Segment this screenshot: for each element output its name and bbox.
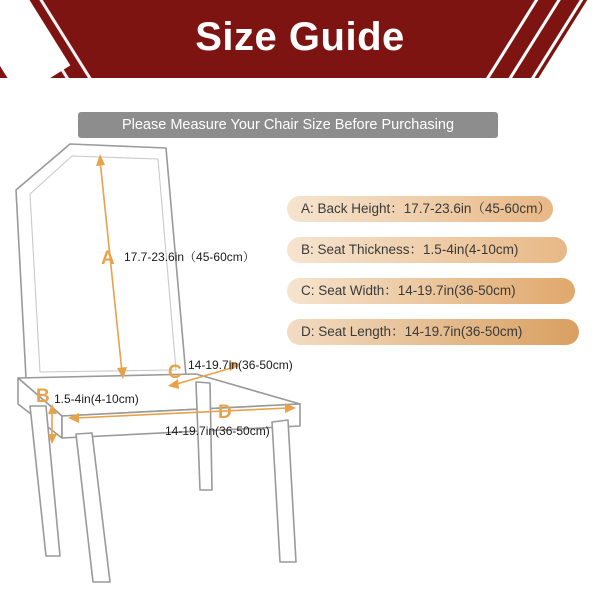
legend-item-seat-length: D: Seat Length：14-19.7in(36-50cm) bbox=[287, 319, 579, 345]
chair-leg-front-left bbox=[76, 433, 110, 582]
dimension-letter-a: A bbox=[101, 248, 115, 269]
legend-item-seat-width: C: Seat Width：14-19.7in(36-50cm) bbox=[287, 278, 575, 304]
dimension-value-a: 17.7-23.6in（45-60cm） bbox=[124, 250, 255, 264]
dimension-value-d: 14-19.7in(36-50cm) bbox=[165, 424, 270, 438]
dimension-letter-c: C bbox=[168, 362, 182, 383]
legend-item-seat-thickness: B: Seat Thickness：1.5-4in(4-10cm) bbox=[287, 237, 567, 263]
page-title: Size Guide bbox=[195, 15, 405, 59]
header-banner bbox=[0, 0, 600, 78]
dimension-letter-d: D bbox=[218, 402, 232, 423]
dimension-letter-b: B bbox=[36, 386, 50, 407]
dimension-value-c: 14-19.7in(36-50cm) bbox=[188, 358, 293, 372]
dimension-value-b: 1.5-4in(4-10cm) bbox=[54, 392, 139, 406]
legend bbox=[287, 196, 579, 360]
legend-item-back-height: A: Back Height：17.7-23.6in（45-60cm） bbox=[287, 196, 553, 222]
subtitle-banner: Please Measure Your Chair Size Before Purchasing bbox=[78, 112, 498, 138]
chair-leg-front-right bbox=[272, 420, 296, 562]
